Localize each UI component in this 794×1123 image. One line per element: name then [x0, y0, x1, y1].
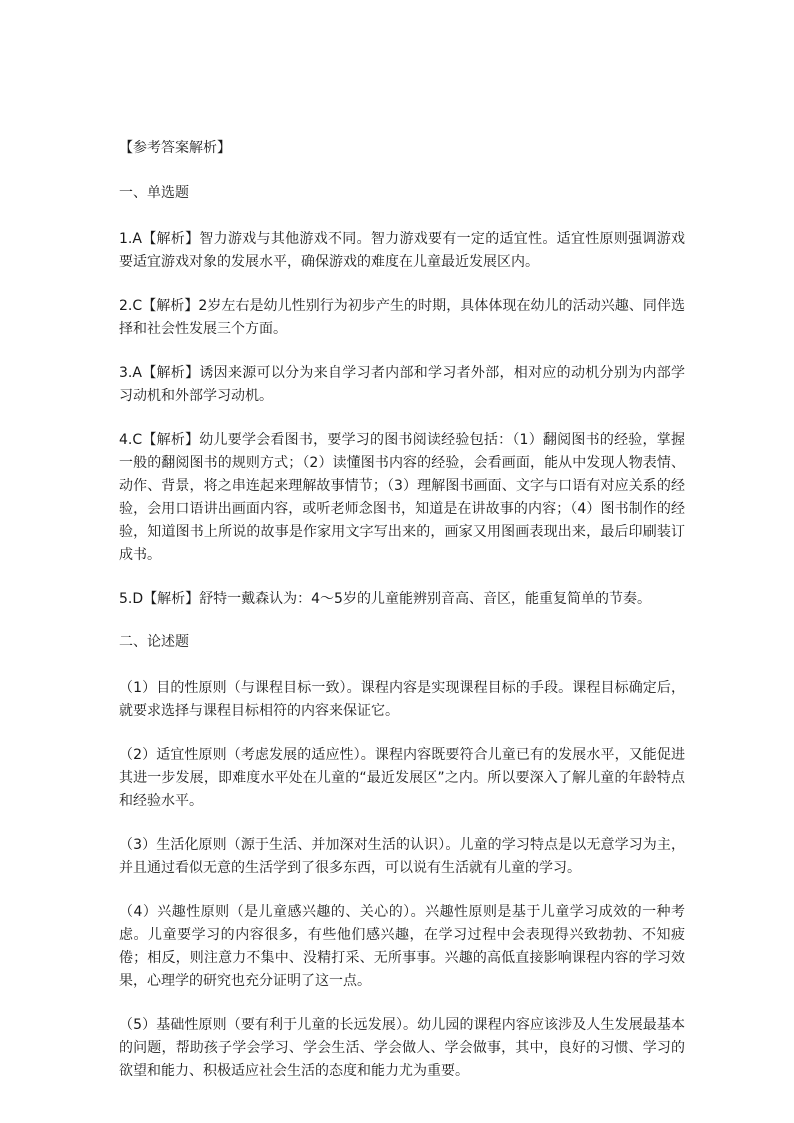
document-title: 【参考答案解析】 [119, 140, 231, 156]
essay-paragraph: （1）目的性原则（与课程目标一致）。课程内容是实现课程目标的手段。课程目标确定后，就要求选择与课程目标相符的内容来保证它。 [119, 680, 685, 719]
essay-paragraph: （4）兴趣性原则（是儿童感兴趣的、关心的）。兴趣性原则是基于儿童学习成效的一种考虑。儿童要学习的内容很多，有些他们感兴趣，在学习过程中会表现得兴致勃勃、不知疲倦；相反，则注意力不集中、没精打采、无所事事。兴趣的高低直接影响课程内容的学习效果，心理学的研究也充分证明了这一点。 [119, 904, 685, 989]
essay-paragraph: （5）基础性原则（要有利于儿童的长远发展）。幼儿园的课程内容应该涉及人生发展最基本的问题，帮助孩子学会学习、学会生活、学会做人、学会做事，其中，良好的习惯、学习的欲望和能力、积极适应社会生活的态度和能力尤为重要。 [119, 1017, 685, 1079]
answer-document [119, 138, 685, 1083]
answer-paragraph: 1.A【解析】智力游戏与其他游戏不同。智力游戏要有一定的适宜性。适宜性原则强调游戏要适宜游戏对象的发展水平，确保游戏的难度在儿童最近发展区内。 [119, 231, 685, 270]
answer-paragraph: 4.C【解析】幼儿要学会看图书，要学习的图书阅读经验包括：（1）翻阅图书的经验，掌握一般的翻阅图书的规则方式；（2）读懂图书内容的经验，会看画面，能从中发现人物表情、动作、背景，将之串连起来理解故事情节；（3）理解图书画面、文字与口语有对应关系的经验，会用口语讲出画面内容，或听老师念图书，知道是在讲故事的内容；（4）图书制作的经验，知道图书上所说的故事是作家用文字写出来的，画家又用图画表现出来，最后印刷装订成书。 [119, 432, 685, 563]
essay-paragraph: （2）适宜性原则（考虑发展的适应性）。课程内容既要符合儿童已有的发展水平，又能促进其进一步发展，即难度水平处在儿童的“最近发展区”之内。所以要深入了解儿童的年龄特点和经验水平。 [119, 747, 685, 809]
answer-paragraph: 5.D【解析】舒特一戴森认为：4～5岁的儿童能辨别音高、音区，能重复简单的节奏。 [119, 591, 651, 607]
section-heading-single-choice: 一、单选题 [119, 185, 189, 201]
answer-paragraph: 2.C【解析】2岁左右是幼儿性别行为初步产生的时期，具体体现在幼儿的活动兴趣、同伴选择和社会性发展三个方面。 [119, 298, 685, 337]
answer-paragraph: 3.A【解析】诱因来源可以分为来自学习者内部和学习者外部，相对应的动机分别为内部学习动机和外部学习动机。 [119, 365, 685, 404]
section-heading-essay: 二、论述题 [119, 634, 189, 650]
essay-paragraph: （3）生活化原则（源于生活、并加深对生活的认识）。儿童的学习特点是以无意学习为主，并且通过看似无意的生活学到了很多东西，可以说有生活就有儿童的学习。 [119, 837, 685, 876]
